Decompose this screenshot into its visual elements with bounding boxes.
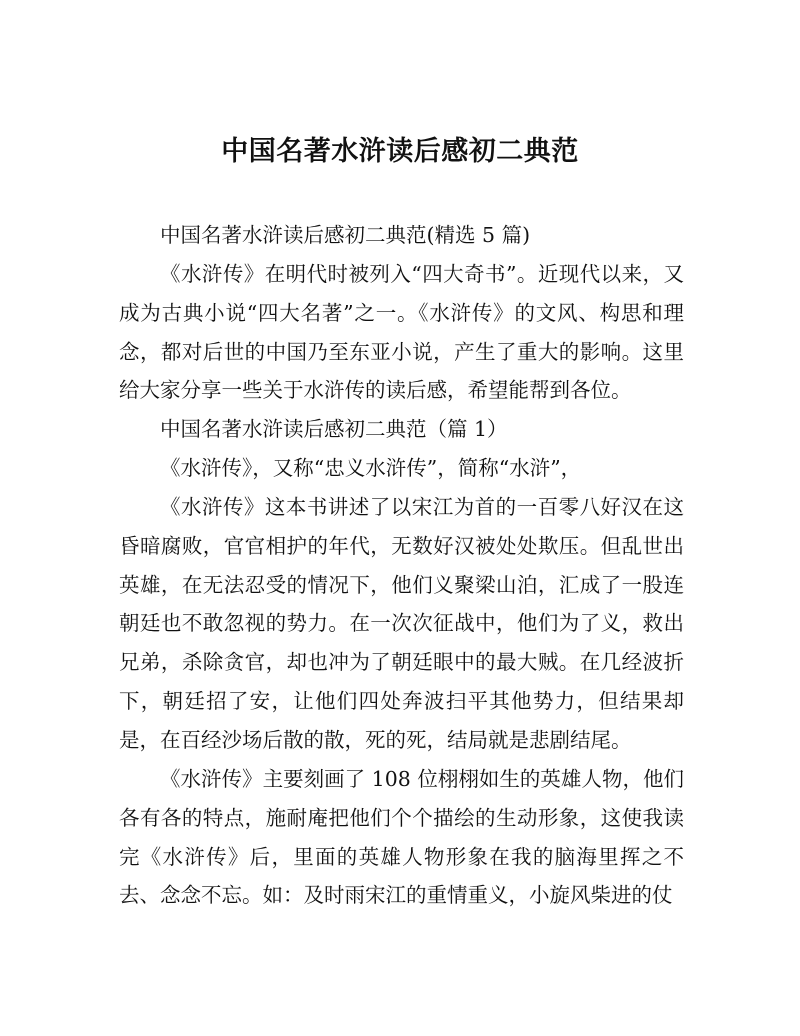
alias-paragraph: 《水浒传》，又称“忠义水浒传”，简称“水浒”，: [160, 456, 582, 480]
part1-heading: 中国名著水浒读后感初二典范（篇 1）: [160, 417, 508, 441]
subtitle-paragraph: 中国名著水浒读后感初二典范(精选 5 篇): [160, 223, 531, 247]
story-paragraph: 《水浒传》这本书讲述了以宋江为首的一百零八好汉在这昏暗腐败，官官相护的年代，无数好汉被处处欺压。但乱世出英雄，在无法忍受的情况下，他们义聚梁山泊，汇成了一股连朝廷也不敢忽视的势力。在一次次征战中，他们为了义，救出兄弟，杀除贪官，却也冲为了朝廷眼中的最大贼。在几经波折下，朝廷招了安，让他们四处奔波扫平其他势力，但结果却是，在百经沙场后散的散，死的死，结局就是悲剧结尾。: [119, 495, 684, 752]
document-title: 中国名著水浒读后感初二典范: [221, 136, 579, 167]
characters-paragraph: 《水浒传》主要刻画了 108 位栩栩如生的英雄人物，他们各有各的特点，施耐庵把他们个个描绘的生动形象，这使我读完《水浒传》后，里面的英雄人物形象在我的脑海里挥之不去、念念不忘。如：及时雨宋江的重情重义，小旋风柴进的仗: [119, 767, 684, 908]
intro-paragraph: 《水浒传》在明代时被列入“四大奇书”。近现代以来，又成为古典小说“四大名著”之一。《水浒传》的文风、构思和理念，都对后世的中国乃至东亚小说，产生了重大的影响。这里给大家分享一些关于水浒传的读后感，希望能帮到各位。: [119, 262, 684, 403]
